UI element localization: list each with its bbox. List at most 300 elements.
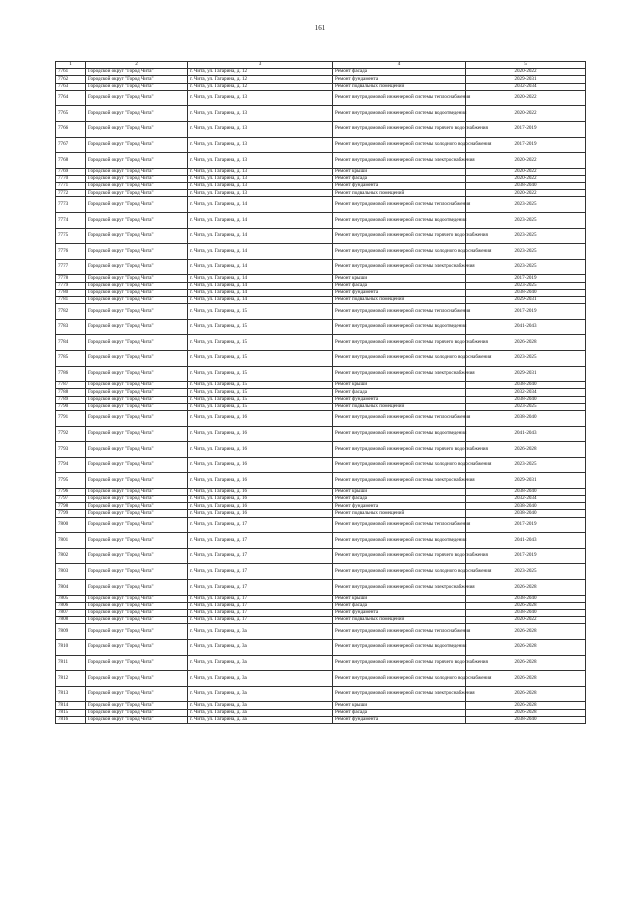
period-cell: 2038-2040 bbox=[466, 183, 586, 190]
row-number-cell: 7814 bbox=[56, 702, 86, 709]
address-cell: г. Чита, ул. Гагарина, д. 15 bbox=[188, 366, 333, 382]
address-cell: г. Чита, ул. Гагарина, д. 15 bbox=[188, 403, 333, 410]
row-number-cell: 7771 bbox=[56, 183, 86, 190]
work-type-cell: Ремонт внутридомовой инженерной системы водоотведения bbox=[333, 213, 466, 229]
address-cell: г. Чита, ул. Гагарина, д. 15 bbox=[188, 389, 333, 396]
table-row bbox=[56, 350, 586, 366]
row-number-cell: 7815 bbox=[56, 709, 86, 716]
period-cell: 2020-2022 bbox=[466, 617, 586, 624]
period-cell: 2041-2043 bbox=[466, 426, 586, 442]
municipality-cell: Городской округ "Город Чита" bbox=[86, 297, 188, 304]
work-type-cell: Ремонт внутридомовой инженерной системы теплоснабжения bbox=[333, 410, 466, 426]
address-cell: г. Чита, ул. Гагарина, д. 16 bbox=[188, 426, 333, 442]
municipality-cell: Городской округ "Город Чита" bbox=[86, 496, 188, 503]
table-row bbox=[56, 69, 586, 76]
municipality-cell: Городской округ "Город Чита" bbox=[86, 304, 188, 320]
address-cell: г. Чита, ул. Гагарина, д. 15 bbox=[188, 319, 333, 335]
row-number-cell: 7801 bbox=[56, 533, 86, 549]
column-header: 4 bbox=[333, 62, 466, 69]
row-number-cell: 7782 bbox=[56, 304, 86, 320]
work-type-cell: Ремонт фасада bbox=[333, 175, 466, 182]
address-cell: г. Чита, ул. Гагарина, д. 17 bbox=[188, 564, 333, 580]
municipality-cell: Городской округ "Город Чита" bbox=[86, 121, 188, 137]
municipality-cell: Городской округ "Город Чита" bbox=[86, 83, 188, 90]
address-cell: г. Чита, ул. Гагарина, д. 15 bbox=[188, 350, 333, 366]
table-row bbox=[56, 510, 586, 517]
period-cell: 2038-2040 bbox=[466, 609, 586, 616]
row-number-cell: 7781 bbox=[56, 297, 86, 304]
address-cell: г. Чита, ул. Гагарина, д. 13 bbox=[188, 90, 333, 106]
municipality-cell: Городской округ "Город Чита" bbox=[86, 197, 188, 213]
table-row bbox=[56, 382, 586, 389]
period-cell: 2026-2028 bbox=[466, 624, 586, 640]
address-cell: г. Чита, ул. Гагарина, д. 15 bbox=[188, 382, 333, 389]
period-cell: 2026-2028 bbox=[466, 655, 586, 671]
table-row bbox=[56, 624, 586, 640]
address-cell: г. Чита, ул. Гагарина, д. 13 bbox=[188, 183, 333, 190]
row-number-cell: 7794 bbox=[56, 457, 86, 473]
table-row bbox=[56, 228, 586, 244]
municipality-cell: Городской округ "Город Чита" bbox=[86, 488, 188, 495]
table-row bbox=[56, 90, 586, 106]
row-number-cell: 7776 bbox=[56, 244, 86, 260]
period-cell: 2026-2028 bbox=[466, 442, 586, 458]
row-number-cell: 7769 bbox=[56, 168, 86, 175]
work-type-cell: Ремонт внутридомовой инженерной системы электроснабжения bbox=[333, 366, 466, 382]
municipality-cell: Городской округ "Город Чита" bbox=[86, 213, 188, 229]
municipality-cell: Городской округ "Город Чита" bbox=[86, 69, 188, 76]
work-type-cell: Ремонт внутридомовой инженерной системы холодного водоснабжения bbox=[333, 137, 466, 153]
row-number-cell: 7773 bbox=[56, 197, 86, 213]
row-number-cell: 7813 bbox=[56, 686, 86, 702]
table-row bbox=[56, 121, 586, 137]
address-cell: г. Чита, ул. Гагарина, д. 16 bbox=[188, 410, 333, 426]
row-number-cell: 7811 bbox=[56, 655, 86, 671]
table-row bbox=[56, 389, 586, 396]
period-cell: 2020-2022 bbox=[466, 153, 586, 169]
period-cell: 2023-2025 bbox=[466, 350, 586, 366]
row-number-cell: 7790 bbox=[56, 403, 86, 410]
work-type-cell: Ремонт внутридомовой инженерной системы холодного водоснабжения bbox=[333, 457, 466, 473]
address-cell: г. Чита, ул. Гагарина, д. 17 bbox=[188, 595, 333, 602]
row-number-cell: 7785 bbox=[56, 350, 86, 366]
period-cell: 2026-2028 bbox=[466, 602, 586, 609]
work-type-cell: Ремонт внутридомовой инженерной системы горячего водоснабжения bbox=[333, 655, 466, 671]
row-number-cell: 7793 bbox=[56, 442, 86, 458]
municipality-cell: Городской округ "Город Чита" bbox=[86, 76, 188, 83]
period-cell: 2023-2025 bbox=[466, 457, 586, 473]
municipality-cell: Городской округ "Город Чита" bbox=[86, 595, 188, 602]
municipality-cell: Городской округ "Город Чита" bbox=[86, 382, 188, 389]
period-cell: 2023-2025 bbox=[466, 213, 586, 229]
period-cell: 2038-2040 bbox=[466, 716, 586, 723]
municipality-cell: Городской округ "Город Чита" bbox=[86, 289, 188, 296]
table-row bbox=[56, 106, 586, 122]
row-number-cell: 7789 bbox=[56, 396, 86, 403]
municipality-cell: Городской округ "Город Чита" bbox=[86, 564, 188, 580]
work-type-cell: Ремонт внутридомовой инженерной системы водоотведения bbox=[333, 639, 466, 655]
row-number-cell: 7786 bbox=[56, 366, 86, 382]
work-type-cell: Ремонт внутридомовой инженерной системы холодного водоснабжения bbox=[333, 671, 466, 687]
work-type-cell: Ремонт внутридомовой инженерной системы горячего водоснабжения bbox=[333, 548, 466, 564]
row-number-cell: 7765 bbox=[56, 106, 86, 122]
period-cell: 2020-2022 bbox=[466, 106, 586, 122]
period-cell: 2032-2034 bbox=[466, 389, 586, 396]
period-cell: 2041-2043 bbox=[466, 533, 586, 549]
period-cell: 2038-2040 bbox=[466, 510, 586, 517]
work-type-cell: Ремонт фундамента bbox=[333, 716, 466, 723]
address-cell: г. Чита, ул. Гагарина, д. 16 bbox=[188, 496, 333, 503]
work-type-cell: Ремонт внутридомовой инженерной системы электроснабжения bbox=[333, 580, 466, 596]
row-number-cell: 7806 bbox=[56, 602, 86, 609]
address-cell: г. Чита, ул. Гагарина, д. 16 bbox=[188, 457, 333, 473]
address-cell: г. Чита, ул. Гагарина, д. 14 bbox=[188, 259, 333, 275]
table-row bbox=[56, 366, 586, 382]
row-number-cell: 7804 bbox=[56, 580, 86, 596]
municipality-cell: Городской округ "Город Чита" bbox=[86, 319, 188, 335]
table-row bbox=[56, 403, 586, 410]
address-cell: г. Чита, ул. Гагарина, д. 17 bbox=[188, 533, 333, 549]
municipality-cell: Городской округ "Город Чита" bbox=[86, 655, 188, 671]
address-cell: г. Чита, ул. Гагарина, д. 3а bbox=[188, 686, 333, 702]
table-row bbox=[56, 533, 586, 549]
municipality-cell: Городской округ "Город Чита" bbox=[86, 396, 188, 403]
period-cell: 2023-2025 bbox=[466, 244, 586, 260]
period-cell: 2023-2025 bbox=[466, 259, 586, 275]
address-cell: г. Чита, ул. Гагарина, д. 16 bbox=[188, 510, 333, 517]
page-number: 161 bbox=[314, 24, 326, 32]
work-type-cell: Ремонт внутридомовой инженерной системы теплоснабжения bbox=[333, 90, 466, 106]
table-row bbox=[56, 457, 586, 473]
repair-schedule-table bbox=[55, 61, 586, 724]
work-type-cell: Ремонт подвальных помещений bbox=[333, 510, 466, 517]
municipality-cell: Городской округ "Город Чита" bbox=[86, 548, 188, 564]
row-number-cell: 7772 bbox=[56, 190, 86, 197]
period-cell: 2038-2040 bbox=[466, 595, 586, 602]
row-number-cell: 7795 bbox=[56, 473, 86, 489]
row-number-cell: 7779 bbox=[56, 282, 86, 289]
row-number-cell: 7810 bbox=[56, 639, 86, 655]
address-cell: г. Чита, ул. Гагарина, д. 17 bbox=[188, 617, 333, 624]
work-type-cell: Ремонт фундамента bbox=[333, 289, 466, 296]
municipality-cell: Городской округ "Город Чита" bbox=[86, 702, 188, 709]
table-row bbox=[56, 686, 586, 702]
municipality-cell: Городской округ "Город Чита" bbox=[86, 244, 188, 260]
municipality-cell: Городской округ "Город Чита" bbox=[86, 602, 188, 609]
address-cell: г. Чита, ул. Гагарина, д. 3а bbox=[188, 716, 333, 723]
address-cell: г. Чита, ул. Гагарина, д. 17 bbox=[188, 517, 333, 533]
table-row bbox=[56, 304, 586, 320]
period-cell: 2029-2031 bbox=[466, 297, 586, 304]
table-row bbox=[56, 76, 586, 83]
period-cell: 2023-2025 bbox=[466, 282, 586, 289]
row-number-cell: 7784 bbox=[56, 335, 86, 351]
address-cell: г. Чита, ул. Гагарина, д. 3а bbox=[188, 671, 333, 687]
row-number-cell: 7774 bbox=[56, 213, 86, 229]
work-type-cell: Ремонт крыши bbox=[333, 595, 466, 602]
municipality-cell: Городской округ "Город Чита" bbox=[86, 168, 188, 175]
period-cell: 2023-2025 bbox=[466, 564, 586, 580]
row-number-cell: 7791 bbox=[56, 410, 86, 426]
row-number-cell: 7809 bbox=[56, 624, 86, 640]
period-cell: 2026-2028 bbox=[466, 335, 586, 351]
period-cell: 2038-2040 bbox=[466, 488, 586, 495]
period-cell: 2029-2031 bbox=[466, 366, 586, 382]
municipality-cell: Городской округ "Город Чита" bbox=[86, 426, 188, 442]
column-header: 3 bbox=[188, 62, 333, 69]
table-row bbox=[56, 297, 586, 304]
municipality-cell: Городской округ "Город Чита" bbox=[86, 609, 188, 616]
address-cell: г. Чита, ул. Гагарина, д. 3а bbox=[188, 624, 333, 640]
period-cell: 2032-2034 bbox=[466, 496, 586, 503]
address-cell: г. Чита, ул. Гагарина, д. 17 bbox=[188, 609, 333, 616]
address-cell: г. Чита, ул. Гагарина, д. 17 bbox=[188, 602, 333, 609]
table-row bbox=[56, 473, 586, 489]
period-cell: 2041-2043 bbox=[466, 319, 586, 335]
row-number-cell: 7768 bbox=[56, 153, 86, 169]
table-row bbox=[56, 496, 586, 503]
address-cell: г. Чита, ул. Гагарина, д. 17 bbox=[188, 580, 333, 596]
row-number-cell: 7816 bbox=[56, 716, 86, 723]
period-cell: 2038-2040 bbox=[466, 382, 586, 389]
period-cell: 2017-2019 bbox=[466, 517, 586, 533]
table-row bbox=[56, 671, 586, 687]
row-number-cell: 7797 bbox=[56, 496, 86, 503]
work-type-cell: Ремонт подвальных помещений bbox=[333, 190, 466, 197]
address-cell: г. Чита, ул. Гагарина, д. 13 bbox=[188, 121, 333, 137]
work-type-cell: Ремонт внутридомовой инженерной системы водоотведения bbox=[333, 319, 466, 335]
address-cell: г. Чита, ул. Гагарина, д. 3а bbox=[188, 709, 333, 716]
work-type-cell: Ремонт фасада bbox=[333, 496, 466, 503]
work-type-cell: Ремонт внутридомовой инженерной системы электроснабжения bbox=[333, 153, 466, 169]
work-type-cell: Ремонт подвальных помещений bbox=[333, 617, 466, 624]
municipality-cell: Городской округ "Город Чита" bbox=[86, 510, 188, 517]
municipality-cell: Городской округ "Город Чита" bbox=[86, 190, 188, 197]
address-cell: г. Чита, ул. Гагарина, д. 12 bbox=[188, 69, 333, 76]
period-cell: 2026-2028 bbox=[466, 702, 586, 709]
work-type-cell: Ремонт внутридомовой инженерной системы водоотведения bbox=[333, 426, 466, 442]
work-type-cell: Ремонт фундамента bbox=[333, 76, 466, 83]
table-row bbox=[56, 197, 586, 213]
row-number-cell: 7808 bbox=[56, 617, 86, 624]
address-cell: г. Чита, ул. Гагарина, д. 14 bbox=[188, 297, 333, 304]
table-row bbox=[56, 503, 586, 510]
address-cell: г. Чита, ул. Гагарина, д. 14 bbox=[188, 275, 333, 282]
table-row bbox=[56, 564, 586, 580]
municipality-cell: Городской округ "Город Чита" bbox=[86, 389, 188, 396]
work-type-cell: Ремонт внутридомовой инженерной системы теплоснабжения bbox=[333, 304, 466, 320]
table-row bbox=[56, 517, 586, 533]
address-cell: г. Чита, ул. Гагарина, д. 16 bbox=[188, 442, 333, 458]
row-number-cell: 7761 bbox=[56, 69, 86, 76]
period-cell: 2023-2025 bbox=[466, 197, 586, 213]
row-number-cell: 7783 bbox=[56, 319, 86, 335]
row-number-cell: 7787 bbox=[56, 382, 86, 389]
work-type-cell: Ремонт крыши bbox=[333, 702, 466, 709]
row-number-cell: 7799 bbox=[56, 510, 86, 517]
table-row bbox=[56, 716, 586, 723]
row-number-cell: 7802 bbox=[56, 548, 86, 564]
work-type-cell: Ремонт крыши bbox=[333, 488, 466, 495]
work-type-cell: Ремонт фундамента bbox=[333, 503, 466, 510]
table-row bbox=[56, 410, 586, 426]
period-cell: 2038-2040 bbox=[466, 289, 586, 296]
table-row bbox=[56, 153, 586, 169]
work-type-cell: Ремонт внутридомовой инженерной системы электроснабжения bbox=[333, 686, 466, 702]
table-row bbox=[56, 183, 586, 190]
period-cell: 2029-2031 bbox=[466, 76, 586, 83]
table-body bbox=[56, 69, 586, 724]
address-cell: г. Чита, ул. Гагарина, д. 13 bbox=[188, 137, 333, 153]
municipality-cell: Городской округ "Город Чита" bbox=[86, 106, 188, 122]
work-type-cell: Ремонт внутридомовой инженерной системы холодного водоснабжения bbox=[333, 350, 466, 366]
table-row bbox=[56, 426, 586, 442]
work-type-cell: Ремонт внутридомовой инженерной системы горячего водоснабжения bbox=[333, 121, 466, 137]
table-row bbox=[56, 702, 586, 709]
address-cell: г. Чита, ул. Гагарина, д. 16 bbox=[188, 473, 333, 489]
municipality-cell: Городской округ "Город Чита" bbox=[86, 686, 188, 702]
address-cell: г. Чита, ул. Гагарина, д. 17 bbox=[188, 548, 333, 564]
period-cell: 2026-2028 bbox=[466, 639, 586, 655]
municipality-cell: Городской округ "Город Чита" bbox=[86, 259, 188, 275]
row-number-cell: 7762 bbox=[56, 76, 86, 83]
row-number-cell: 7805 bbox=[56, 595, 86, 602]
address-cell: г. Чита, ул. Гагарина, д. 3а bbox=[188, 639, 333, 655]
work-type-cell: Ремонт внутридомовой инженерной системы горячего водоснабжения bbox=[333, 335, 466, 351]
address-cell: г. Чита, ул. Гагарина, д. 12 bbox=[188, 83, 333, 90]
work-type-cell: Ремонт внутридомовой инженерной системы водоотведения bbox=[333, 533, 466, 549]
address-cell: г. Чита, ул. Гагарина, д. 13 bbox=[188, 175, 333, 182]
period-cell: 2020-2022 bbox=[466, 69, 586, 76]
row-number-cell: 7798 bbox=[56, 503, 86, 510]
address-cell: г. Чита, ул. Гагарина, д. 14 bbox=[188, 282, 333, 289]
table-row bbox=[56, 259, 586, 275]
period-cell: 2038-2040 bbox=[466, 396, 586, 403]
table-row bbox=[56, 319, 586, 335]
municipality-cell: Городской округ "Город Чита" bbox=[86, 153, 188, 169]
municipality-cell: Городской округ "Город Чита" bbox=[86, 639, 188, 655]
row-number-cell: 7807 bbox=[56, 609, 86, 616]
municipality-cell: Городской округ "Город Чита" bbox=[86, 366, 188, 382]
municipality-cell: Городской округ "Город Чита" bbox=[86, 410, 188, 426]
address-cell: г. Чита, ул. Гагарина, д. 13 bbox=[188, 153, 333, 169]
row-number-cell: 7800 bbox=[56, 517, 86, 533]
address-cell: г. Чита, ул. Гагарина, д. 14 bbox=[188, 244, 333, 260]
table-row bbox=[56, 655, 586, 671]
address-cell: г. Чита, ул. Гагарина, д. 3а bbox=[188, 655, 333, 671]
period-cell: 2038-2040 bbox=[466, 503, 586, 510]
period-cell: 2017-2019 bbox=[466, 121, 586, 137]
address-cell: г. Чита, ул. Гагарина, д. 12 bbox=[188, 76, 333, 83]
work-type-cell: Ремонт внутридомовой инженерной системы теплоснабжения bbox=[333, 197, 466, 213]
table-row bbox=[56, 213, 586, 229]
row-number-cell: 7767 bbox=[56, 137, 86, 153]
period-cell: 2017-2019 bbox=[466, 275, 586, 282]
work-type-cell: Ремонт фасада bbox=[333, 69, 466, 76]
work-type-cell: Ремонт внутридомовой инженерной системы холодного водоснабжения bbox=[333, 244, 466, 260]
table-row bbox=[56, 83, 586, 90]
row-number-cell: 7775 bbox=[56, 228, 86, 244]
municipality-cell: Городской округ "Город Чита" bbox=[86, 350, 188, 366]
address-cell: г. Чита, ул. Гагарина, д. 14 bbox=[188, 228, 333, 244]
table-row bbox=[56, 548, 586, 564]
work-type-cell: Ремонт внутридомовой инженерной системы теплоснабжения bbox=[333, 517, 466, 533]
municipality-cell: Городской округ "Город Чита" bbox=[86, 716, 188, 723]
period-cell: 2017-2019 bbox=[466, 548, 586, 564]
period-cell: 2032-2034 bbox=[466, 83, 586, 90]
table-row bbox=[56, 335, 586, 351]
work-type-cell: Ремонт внутридомовой инженерной системы горячего водоснабжения bbox=[333, 228, 466, 244]
table-row bbox=[56, 442, 586, 458]
work-type-cell: Ремонт фасада bbox=[333, 709, 466, 716]
table-row bbox=[56, 244, 586, 260]
address-cell: г. Чита, ул. Гагарина, д. 13 bbox=[188, 106, 333, 122]
table-row bbox=[56, 137, 586, 153]
municipality-cell: Городской округ "Город Чита" bbox=[86, 457, 188, 473]
period-cell: 2026-2028 bbox=[466, 709, 586, 716]
row-number-cell: 7763 bbox=[56, 83, 86, 90]
row-number-cell: 7788 bbox=[56, 389, 86, 396]
period-cell: 2020-2022 bbox=[466, 90, 586, 106]
row-number-cell: 7777 bbox=[56, 259, 86, 275]
row-number-cell: 7803 bbox=[56, 564, 86, 580]
municipality-cell: Городской округ "Город Чита" bbox=[86, 533, 188, 549]
row-number-cell: 7792 bbox=[56, 426, 86, 442]
address-cell: г. Чита, ул. Гагарина, д. 16 bbox=[188, 503, 333, 510]
row-number-cell: 7778 bbox=[56, 275, 86, 282]
work-type-cell: Ремонт фундамента bbox=[333, 183, 466, 190]
row-number-cell: 7770 bbox=[56, 175, 86, 182]
municipality-cell: Городской округ "Город Чита" bbox=[86, 183, 188, 190]
address-cell: г. Чита, ул. Гагарина, д. 13 bbox=[188, 190, 333, 197]
column-header: 2 bbox=[86, 62, 188, 69]
municipality-cell: Городской округ "Город Чита" bbox=[86, 275, 188, 282]
address-cell: г. Чита, ул. Гагарина, д. 15 bbox=[188, 396, 333, 403]
column-header: 5 bbox=[466, 62, 586, 69]
address-cell: г. Чита, ул. Гагарина, д. 14 bbox=[188, 289, 333, 296]
municipality-cell: Городской округ "Город Чита" bbox=[86, 517, 188, 533]
work-type-cell: Ремонт фундамента bbox=[333, 609, 466, 616]
period-cell: 2038-2040 bbox=[466, 410, 586, 426]
column-header: 1 bbox=[56, 62, 86, 69]
work-type-cell: Ремонт фасада bbox=[333, 282, 466, 289]
municipality-cell: Городской округ "Город Чита" bbox=[86, 624, 188, 640]
municipality-cell: Городской округ "Город Чита" bbox=[86, 335, 188, 351]
period-cell: 2020-2022 bbox=[466, 190, 586, 197]
row-number-cell: 7766 bbox=[56, 121, 86, 137]
period-cell: 2023-2025 bbox=[466, 228, 586, 244]
row-number-cell: 7812 bbox=[56, 671, 86, 687]
address-cell: г. Чита, ул. Гагарина, д. 13 bbox=[188, 168, 333, 175]
period-cell: 2020-2022 bbox=[466, 175, 586, 182]
period-cell: 2026-2028 bbox=[466, 686, 586, 702]
address-cell: г. Чита, ул. Гагарина, д. 14 bbox=[188, 213, 333, 229]
municipality-cell: Городской округ "Город Чита" bbox=[86, 503, 188, 510]
work-type-cell: Ремонт фасада bbox=[333, 389, 466, 396]
municipality-cell: Городской округ "Город Чита" bbox=[86, 175, 188, 182]
address-cell: г. Чита, ул. Гагарина, д. 14 bbox=[188, 197, 333, 213]
work-type-cell: Ремонт внутридомовой инженерной системы теплоснабжения bbox=[333, 624, 466, 640]
address-cell: г. Чита, ул. Гагарина, д. 16 bbox=[188, 488, 333, 495]
address-cell: г. Чита, ул. Гагарина, д. 15 bbox=[188, 335, 333, 351]
work-type-cell: Ремонт крыши bbox=[333, 382, 466, 389]
work-type-cell: Ремонт крыши bbox=[333, 168, 466, 175]
municipality-cell: Городской округ "Город Чита" bbox=[86, 228, 188, 244]
period-cell: 2029-2031 bbox=[466, 473, 586, 489]
municipality-cell: Городской округ "Город Чита" bbox=[86, 282, 188, 289]
period-cell: 2026-2028 bbox=[466, 580, 586, 596]
work-type-cell: Ремонт внутридомовой инженерной системы водоотведения bbox=[333, 106, 466, 122]
